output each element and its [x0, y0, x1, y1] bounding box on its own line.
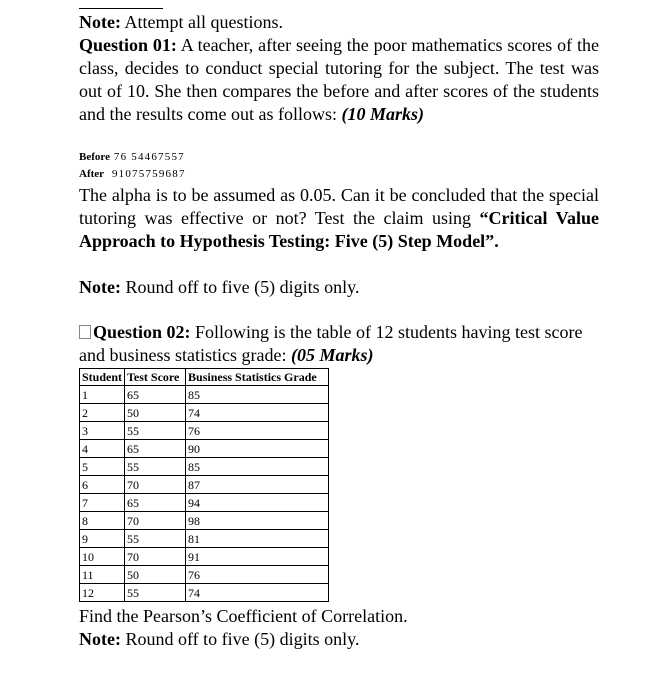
table-row: 11 50 76 — [80, 566, 329, 584]
question-01-marks: (10 Marks) — [341, 104, 424, 124]
table-header-row — [80, 369, 329, 386]
table-row: 6 70 87 — [80, 476, 329, 494]
question-02-label: Question 02: — [93, 322, 191, 342]
before-scores: Before 76 54467557 — [79, 151, 185, 163]
question-02-text: Question 02: Following is the table of 12 students having test score and business statistics grade: (05 Marks) — [79, 322, 583, 365]
table-row: 5 55 85 — [80, 458, 329, 476]
header-test-score: Test Score — [125, 369, 186, 386]
question-02-marks: (05 Marks) — [290, 345, 374, 365]
question-01-note: Note: Round off to five (5) digits only. — [79, 277, 360, 297]
header-student: Student — [80, 369, 125, 386]
checkbox-glyph-icon — [79, 325, 91, 339]
question-01-text: Question 01: A teacher, after seeing the poor mathematics scores of the class, decides to conduct special tutoring for the subject. The test was out of 10. She then compares the before and after scores of the students and the results come out as follows: (10 Marks) — [79, 35, 599, 124]
top-rule — [79, 8, 163, 9]
student-scores-table — [79, 368, 329, 602]
question-02-instruction: Find the Pearson’s Coefficient of Correlation. — [79, 606, 408, 626]
question-01-instructions: The alpha is to be assumed as 0.05. Can it be concluded that the special tutoring was effective or not? Test the claim using “Critical Value Approach to Hypothesis Testing: Five (5) Step Model”. — [79, 185, 599, 251]
note-attempt-all: Note: Attempt all questions. — [79, 12, 283, 32]
table-row: 9 55 81 — [80, 530, 329, 548]
table-row: 10 70 91 — [80, 548, 329, 566]
table-row: 2 50 74 — [80, 404, 329, 422]
method-name: “Critical Value Approach to Hypothesis Testing: Five (5) Step Model” — [79, 208, 599, 251]
table-row: 12 55 74 — [80, 584, 329, 602]
table-row: 4 65 90 — [80, 440, 329, 458]
after-scores: After 91075759687 — [79, 168, 186, 180]
table-row: 8 70 98 — [80, 512, 329, 530]
table-row: 7 65 94 — [80, 494, 329, 512]
table-row: 3 55 76 — [80, 422, 329, 440]
question-01-label: Question 01: — [79, 35, 177, 55]
table-row: 1 65 85 — [80, 386, 329, 404]
header-business-grade: Business Statistics Grade — [186, 369, 329, 386]
question-02-note: Note: Round off to five (5) digits only. — [79, 629, 360, 649]
